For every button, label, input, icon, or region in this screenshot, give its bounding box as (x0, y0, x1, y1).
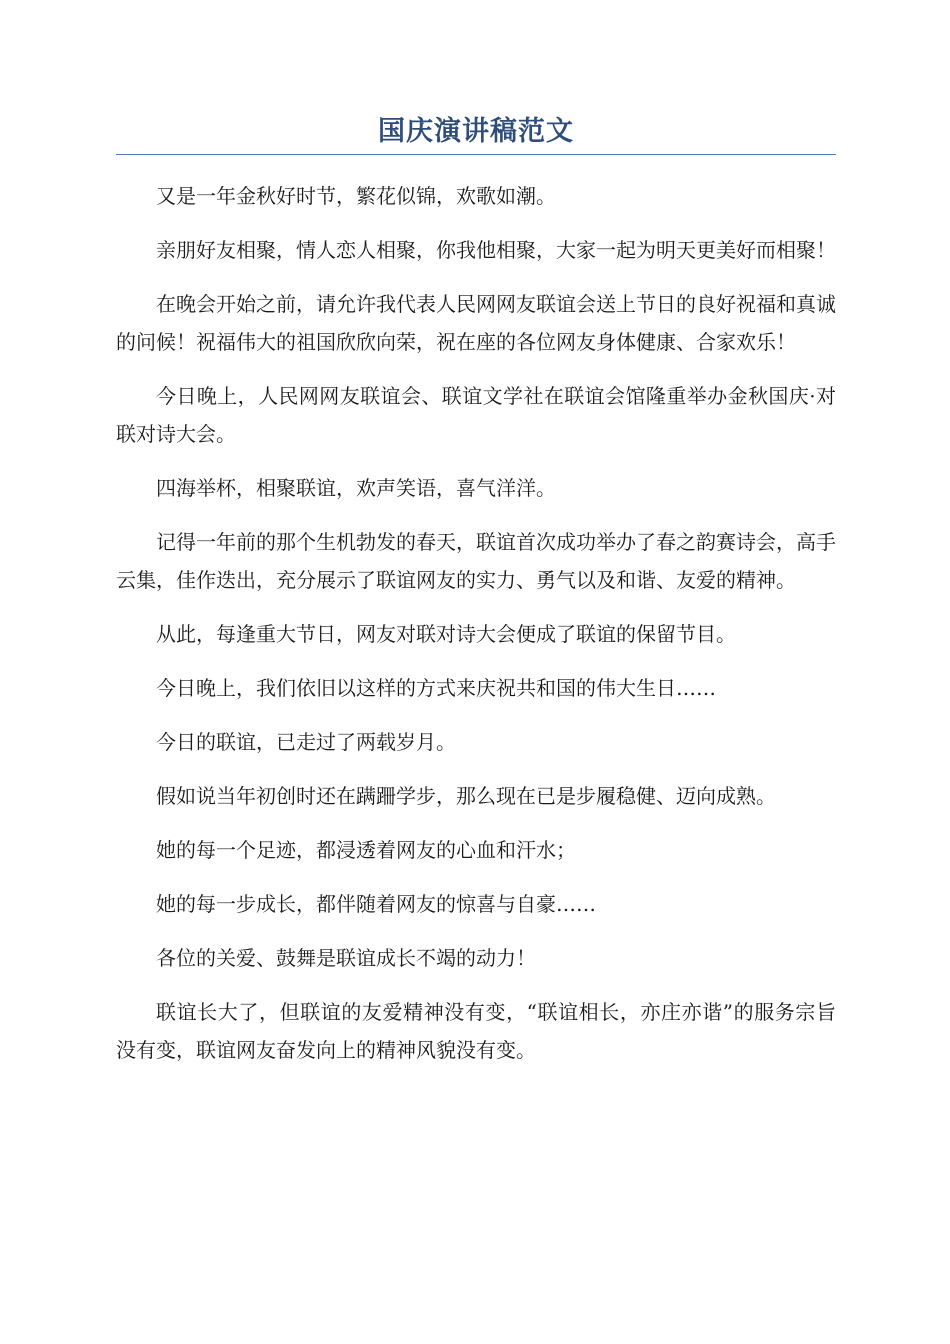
paragraph: 从此，每逢重大节日，网友对联对诗大会便成了联谊的保留节目。 (156, 622, 736, 646)
paragraph: 联谊长大了，但联谊的友爱精神没有变，“联谊相长，亦庄亦谐”的服务宗旨没有变，联谊网友奋发向上的精神风貌没有变。 (116, 1000, 836, 1062)
paragraph: 她的每一个足迹，都浸透着网友的心血和汗水； (156, 838, 576, 862)
paragraph: 记得一年前的那个生机勃发的春天，联谊首次成功举办了春之韵赛诗会，高手云集，佳作迭出，充分展示了联谊网友的实力、勇气以及和谐、友爱的精神。 (116, 530, 836, 592)
document-body (116, 177, 836, 1069)
paragraph: 又是一年金秋好时节，繁花似锦，欢歌如潮。 (156, 184, 556, 208)
paragraph: 四海举杯，相聚联谊，欢声笑语，喜气洋洋。 (156, 476, 556, 500)
paragraph: 今日晚上，我们依旧以这样的方式来庆祝共和国的伟大生日…… (156, 676, 716, 700)
paragraph: 今日的联谊，已走过了两载岁月。 (156, 730, 456, 754)
paragraph: 她的每一步成长，都伴随着网友的惊喜与自豪…… (156, 892, 596, 916)
document-page (116, 112, 836, 1085)
paragraph: 亲朋好友相聚，情人恋人相聚，你我他相聚，大家一起为明天更美好而相聚！ (156, 238, 836, 262)
paragraph: 在晚会开始之前，请允许我代表人民网网友联谊会送上节日的良好祝福和真诚的问候！祝福伟大的祖国欣欣向荣，祝在座的各位网友身体健康、合家欢乐！ (116, 292, 836, 354)
paragraph: 假如说当年初创时还在蹒跚学步，那么现在已是步履稳健、迈向成熟。 (156, 784, 776, 808)
document-title: 国庆演讲稿范文 (116, 112, 836, 155)
paragraph: 今日晚上，人民网网友联谊会、联谊文学社在联谊会馆隆重举办金秋国庆·对联对诗大会。 (116, 384, 836, 446)
paragraph: 各位的关爱、鼓舞是联谊成长不竭的动力！ (156, 946, 536, 970)
